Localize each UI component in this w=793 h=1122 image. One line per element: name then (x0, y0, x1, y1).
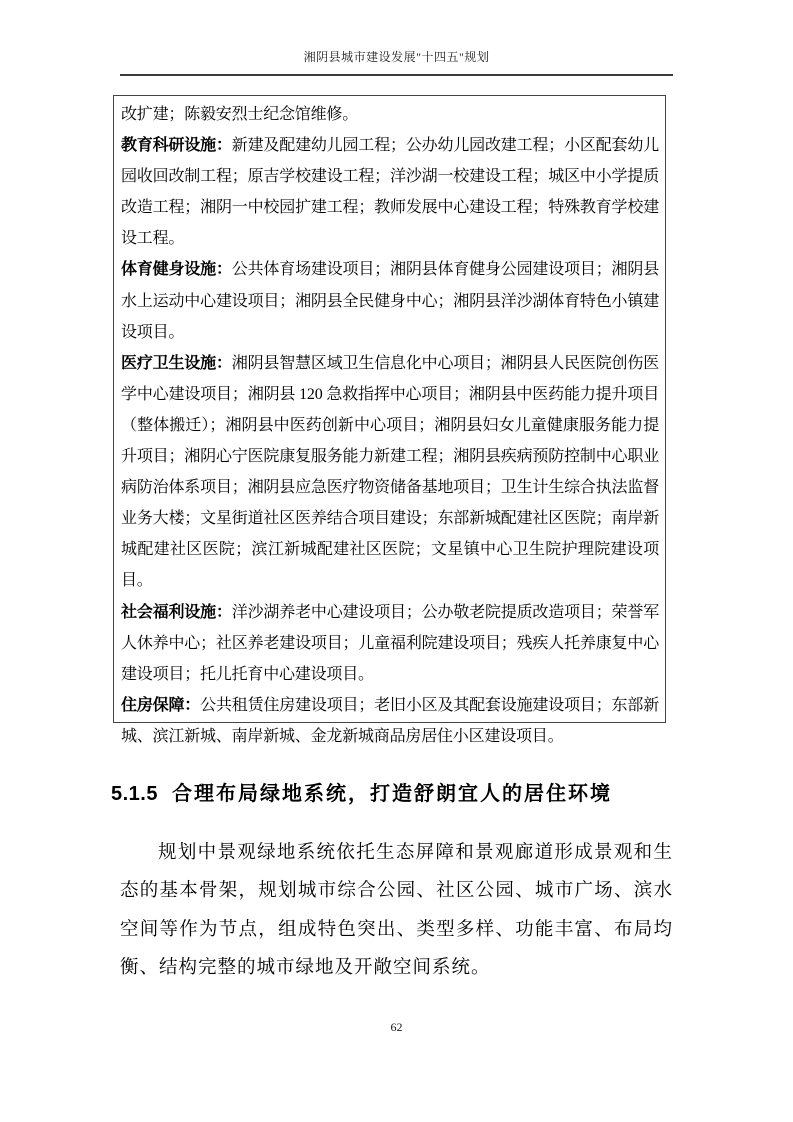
page-header-title: 湘阴县城市建设发展"十四五"规划 (303, 50, 490, 64)
box-paragraph-text: 改扩建；陈毅安烈士纪念馆维修。 (121, 106, 359, 123)
project-list-box (113, 95, 666, 745)
box-paragraph-lead: 社会福利设施： (121, 603, 232, 621)
box-paragraph-housing (121, 690, 659, 752)
page-number: 62 (390, 1020, 403, 1034)
box-paragraph-welfare (121, 597, 659, 690)
section-heading-5-1-5 (111, 777, 671, 806)
box-paragraph-text: 公共租赁住房建设项目；老旧小区及其配套设施建设项目；东部新城、滨江新城、南岸新城、金龙新城商品房居住小区建设项目。 (121, 696, 659, 745)
box-paragraph-text: 湘阴县智慧区域卫生信息化中心项目；湘阴县人民医院创伤医学中心建设项目；湘阴县 120 急救指挥中心项目；湘阴县中医药能力提升项目（整体搬迁）；湘阴县中医药创新中心项目；湘阴县妇女儿童健康服务能力提升项目；湘阴心宁医院康复服务能力新建工程；湘阴县疾病预防控制中心职业病防治体系项目；湘阴县应急医疗物资储备基地项目；卫生计生综合执法监督业务大楼；文星街道社区医养结合项目建设；东部新城配建社区医院；南岸新城配建社区医院；滨江新城配建社区医院；文星镇中心卫生院护理院建设项目。 (121, 354, 659, 590)
box-paragraph-text: 新建及配建幼儿园工程；公办幼儿园改建工程；小区配套幼儿园收回改制工程；原吉学校建设工程；洋沙湖一校建设工程；城区中小学提质改造工程；湘阴一中校园扩建工程；教师发展中心建设工程；特殊教育学校建设工程。 (121, 137, 659, 248)
header-divider-rule (120, 74, 673, 76)
box-paragraph-medical (121, 348, 659, 597)
body-paragraph: 规划中景观绿地系统依托生态屏障和景观廊道形成景观和生态的基本骨架，规划城市综合公园、社区公园、城市广场、滨水空间等作为节点，组成特色突出、类型多样、功能丰富、布局均衡、结构完整的城市绿地及开敞空间系统。 (120, 843, 673, 979)
box-paragraph-education (121, 130, 659, 254)
section-number: 5.1.5 (111, 783, 158, 805)
box-paragraph-lead: 体育健身设施： (121, 261, 232, 279)
box-paragraph-text: 洋沙湖养老中心建设项目；公办敬老院提质改造项目；荣誉军人休养中心；社区养老建设项目；儿童福利院建设项目；残疾人托养康复中心建设项目；托儿托育中心建设项目。 (121, 603, 659, 683)
box-paragraph-lead: 住房保障： (121, 696, 201, 714)
box-paragraph-sports (121, 254, 659, 347)
section-title: 合理布局绿地系统，打造舒朗宜人的居住环境 (171, 783, 612, 805)
box-paragraph-lead: 教育科研设施： (121, 137, 232, 155)
box-paragraph-renovation (121, 99, 659, 130)
box-paragraph-text: 公共体育场建设项目；湘阴县体育健身公园建设项目；湘阴县水上运动中心建设项目；湘阴县全民健身中心；湘阴县洋沙湖体育特色小镇建设项目。 (121, 261, 659, 341)
box-paragraph-lead: 医疗卫生设施： (121, 354, 232, 372)
